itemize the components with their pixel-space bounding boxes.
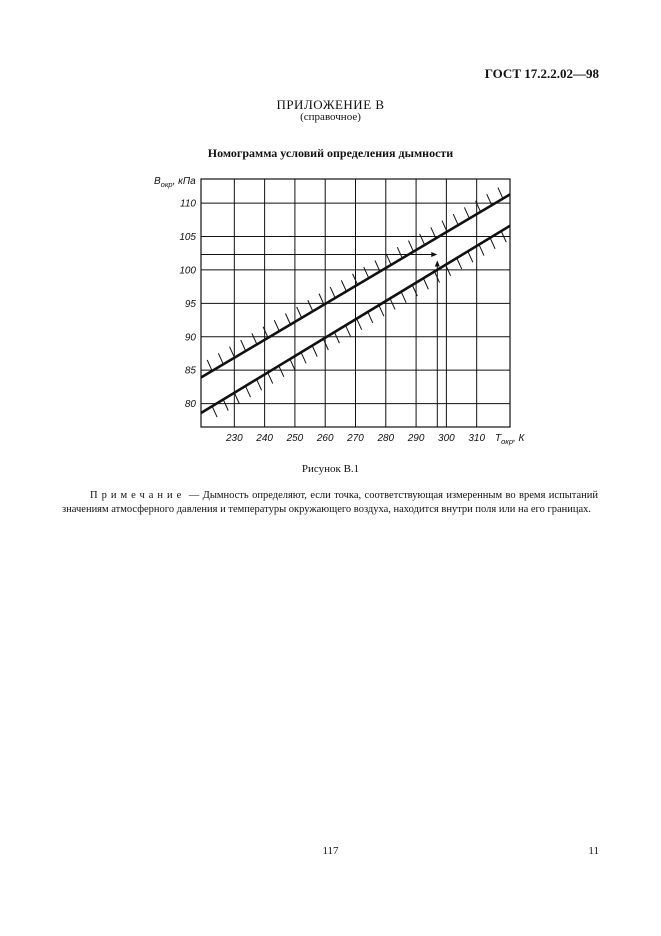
y-tick-label: 90	[184, 332, 196, 344]
y-tick-label: 95	[184, 298, 196, 310]
hatch-mark	[218, 353, 223, 364]
x-tick-label: 270	[347, 433, 364, 444]
hatch-mark	[297, 307, 302, 318]
hatch-mark	[408, 241, 413, 252]
hatch-mark	[334, 332, 339, 343]
hatch-mark	[257, 379, 262, 390]
hatch-mark	[323, 339, 328, 350]
hatch-mark	[453, 214, 458, 225]
x-tick-label: 250	[286, 433, 304, 444]
hatch-mark	[386, 254, 391, 265]
hatch-mark	[368, 312, 373, 323]
hatch-mark	[420, 234, 425, 245]
hatch-mark	[401, 292, 406, 303]
hatch-mark	[498, 188, 503, 199]
hatch-mark	[263, 327, 268, 338]
y-tick-label: 80	[184, 399, 196, 411]
y-tick-label: 100	[179, 265, 196, 277]
hatch-mark	[464, 207, 469, 218]
hatch-mark	[223, 399, 228, 410]
hatch-mark	[274, 320, 279, 331]
arrow-right-icon	[431, 252, 437, 257]
x-tick-label: 290	[407, 433, 425, 444]
page-number: 117	[322, 845, 339, 857]
x-tick-label: 310	[468, 433, 486, 444]
hatch-mark	[285, 314, 290, 325]
hatch-mark	[230, 347, 235, 358]
nomogram-chart	[140, 168, 540, 453]
hatch-mark	[330, 287, 335, 298]
hatch-mark	[301, 352, 306, 363]
hatch-mark	[252, 333, 257, 344]
figure-caption: Рисунок В.1	[301, 463, 360, 475]
note-label: Примечание	[90, 490, 186, 501]
hatch-mark	[390, 298, 395, 309]
hatch-mark	[241, 340, 246, 351]
arrow-up-icon	[435, 261, 440, 267]
x-tick-label: 300	[438, 433, 455, 444]
hatch-mark	[290, 359, 295, 370]
y-tick-label: 85	[184, 365, 196, 377]
x-tick-label: 280	[377, 433, 395, 444]
document-code: ГОСТ 17.2.2.02—98	[484, 66, 599, 81]
note-paragraph	[62, 489, 598, 517]
figure-title: Номограмма условий определения дымности	[207, 146, 454, 160]
hatch-mark	[364, 267, 369, 278]
x-tick-label: 260	[316, 433, 334, 444]
note-text: — Дымность определяют, если точка, соответствующая измеренным во время испытаний значениям атмосферного давления и температуры окружающего воздуха, находится внутри поля или на его границах.	[62, 490, 598, 515]
y-tick-label: 105	[179, 231, 196, 243]
sheet-number: 11	[588, 845, 599, 857]
hatch-mark	[279, 366, 284, 377]
hatch-mark	[245, 386, 250, 397]
hatch-mark	[490, 238, 495, 249]
x-tick-label: 230	[225, 433, 243, 444]
hatch-mark	[423, 278, 428, 289]
hatch-mark	[346, 325, 351, 336]
hatch-mark	[234, 393, 239, 404]
hatch-mark	[268, 373, 273, 384]
hatch-mark	[379, 305, 384, 316]
hatch-mark	[308, 300, 313, 311]
appendix-subtitle: (справочное)	[300, 111, 361, 123]
hatch-mark	[207, 360, 212, 371]
hatch-mark	[341, 280, 346, 291]
y-axis-label: $B_{окр}$, кПа	[154, 176, 196, 189]
hatch-mark	[457, 258, 462, 269]
hatch-mark	[479, 245, 484, 256]
hatch-mark	[468, 251, 473, 262]
y-tick-label: 110	[180, 198, 196, 210]
x-axis-label: $T_{окр}$, К	[495, 433, 525, 446]
appendix-title: ПРИЛОЖЕНИЕ В	[276, 97, 385, 112]
hatch-mark	[397, 247, 402, 258]
x-tick-label: 240	[256, 433, 273, 444]
hatch-mark	[357, 319, 362, 330]
hatch-mark	[212, 406, 217, 417]
hatch-mark	[312, 346, 317, 357]
